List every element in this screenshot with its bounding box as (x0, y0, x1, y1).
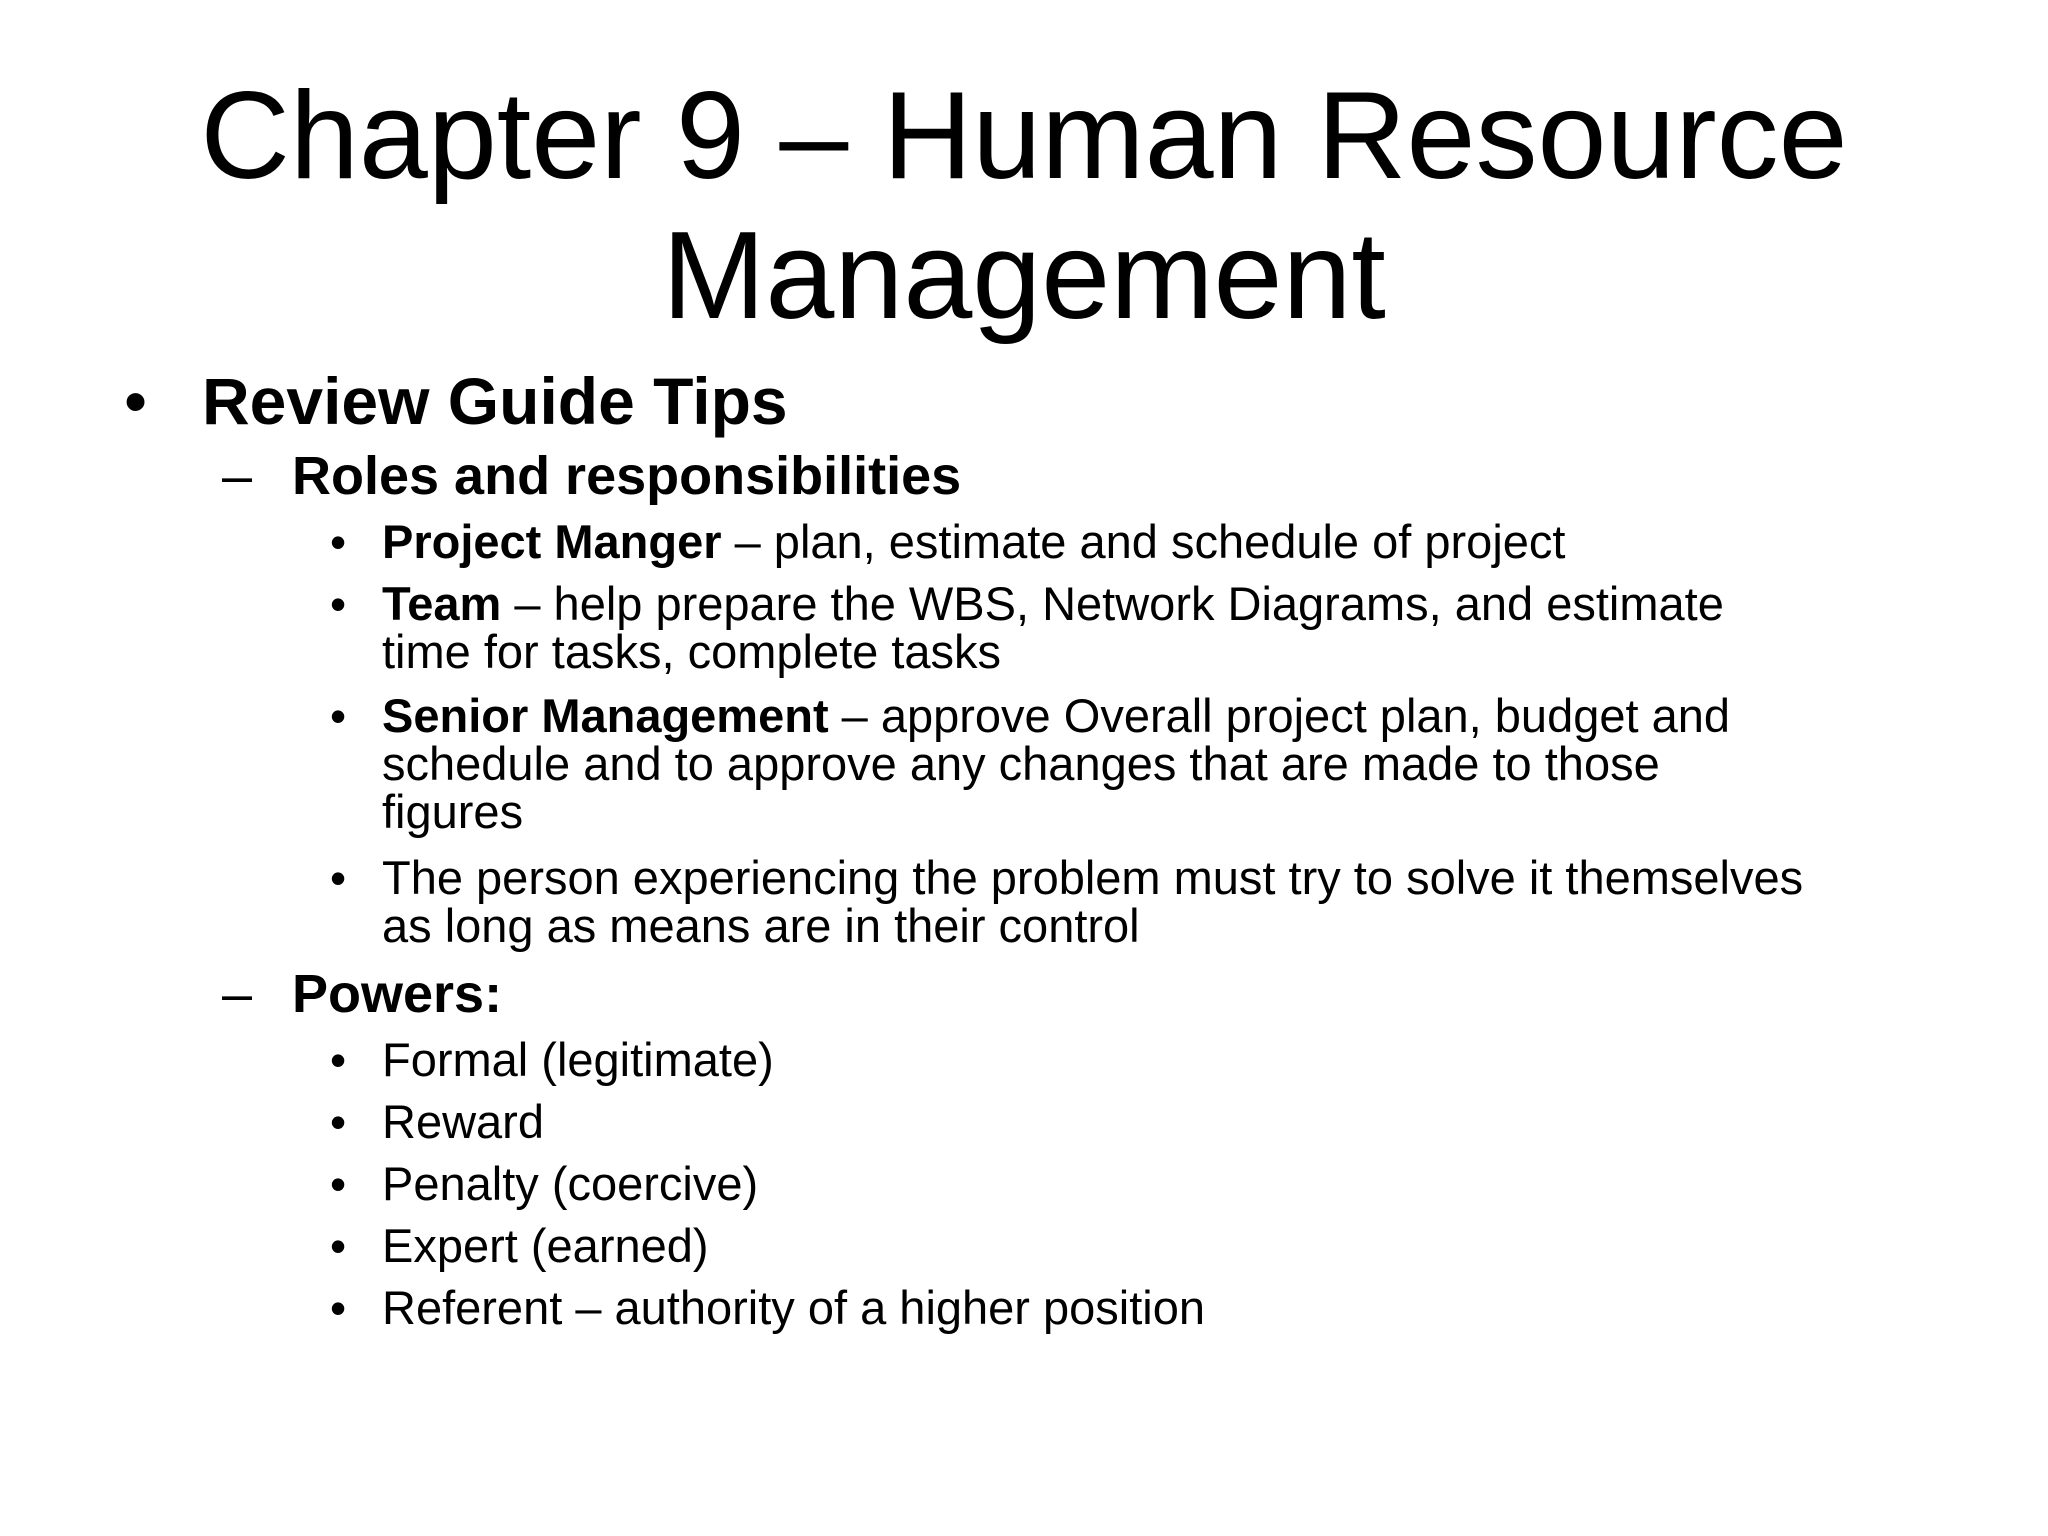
bullet-icon: • (330, 1220, 347, 1272)
role-description: – approve Overall project plan, budget and (828, 689, 1731, 742)
role-description: – help prepare the WBS, Network Diagrams, and estimate (501, 577, 1724, 630)
role-description-continued: figures (382, 785, 524, 838)
role-description: – plan, estimate and schedule of project (721, 515, 1566, 568)
role-term: Project Manger (382, 515, 722, 568)
bullet-icon: • (330, 1096, 347, 1148)
role-description-continued: schedule and to approve any changes that are made to those (382, 737, 1660, 790)
slide-title (0, 66, 2048, 346)
bullet-icon: • (330, 1282, 347, 1334)
title-line-2: Management (662, 207, 1386, 345)
power-item: Expert (earned) (382, 1219, 709, 1272)
powers-heading: Powers: (292, 964, 503, 1024)
dash-icon: – (222, 964, 253, 1024)
power-item: Reward (382, 1095, 544, 1148)
role-item-team (382, 577, 1724, 678)
role-description: The person experiencing the problem must try to solve it themselves (382, 851, 1804, 904)
dash-icon: – (222, 446, 253, 506)
role-term: Team (382, 577, 502, 630)
role-item-senior-management (382, 689, 1731, 838)
role-item-project-manager (382, 515, 1566, 568)
role-item-person-experiencing-problem (382, 851, 1804, 952)
bullet-icon: • (330, 516, 347, 568)
role-description-continued: time for tasks, complete tasks (382, 625, 1002, 678)
bullet-icon: • (330, 1158, 347, 1210)
bullet-icon: • (124, 364, 148, 438)
role-term: Senior Management (382, 689, 829, 742)
section-heading: Review Guide Tips (202, 364, 788, 438)
title-line-1: Chapter 9 – Human Resource (200, 67, 1848, 205)
roles-heading: Roles and responsibilities (292, 446, 962, 506)
bullet-icon: • (330, 578, 347, 630)
power-item: Formal (legitimate) (382, 1033, 774, 1086)
bullet-icon: • (330, 690, 347, 742)
power-item: Referent – authority of a higher position (382, 1281, 1206, 1334)
bullet-icon: • (330, 852, 347, 904)
power-item: Penalty (coercive) (382, 1157, 759, 1210)
role-description-continued: as long as means are in their control (382, 899, 1140, 952)
bullet-icon: • (330, 1034, 347, 1086)
